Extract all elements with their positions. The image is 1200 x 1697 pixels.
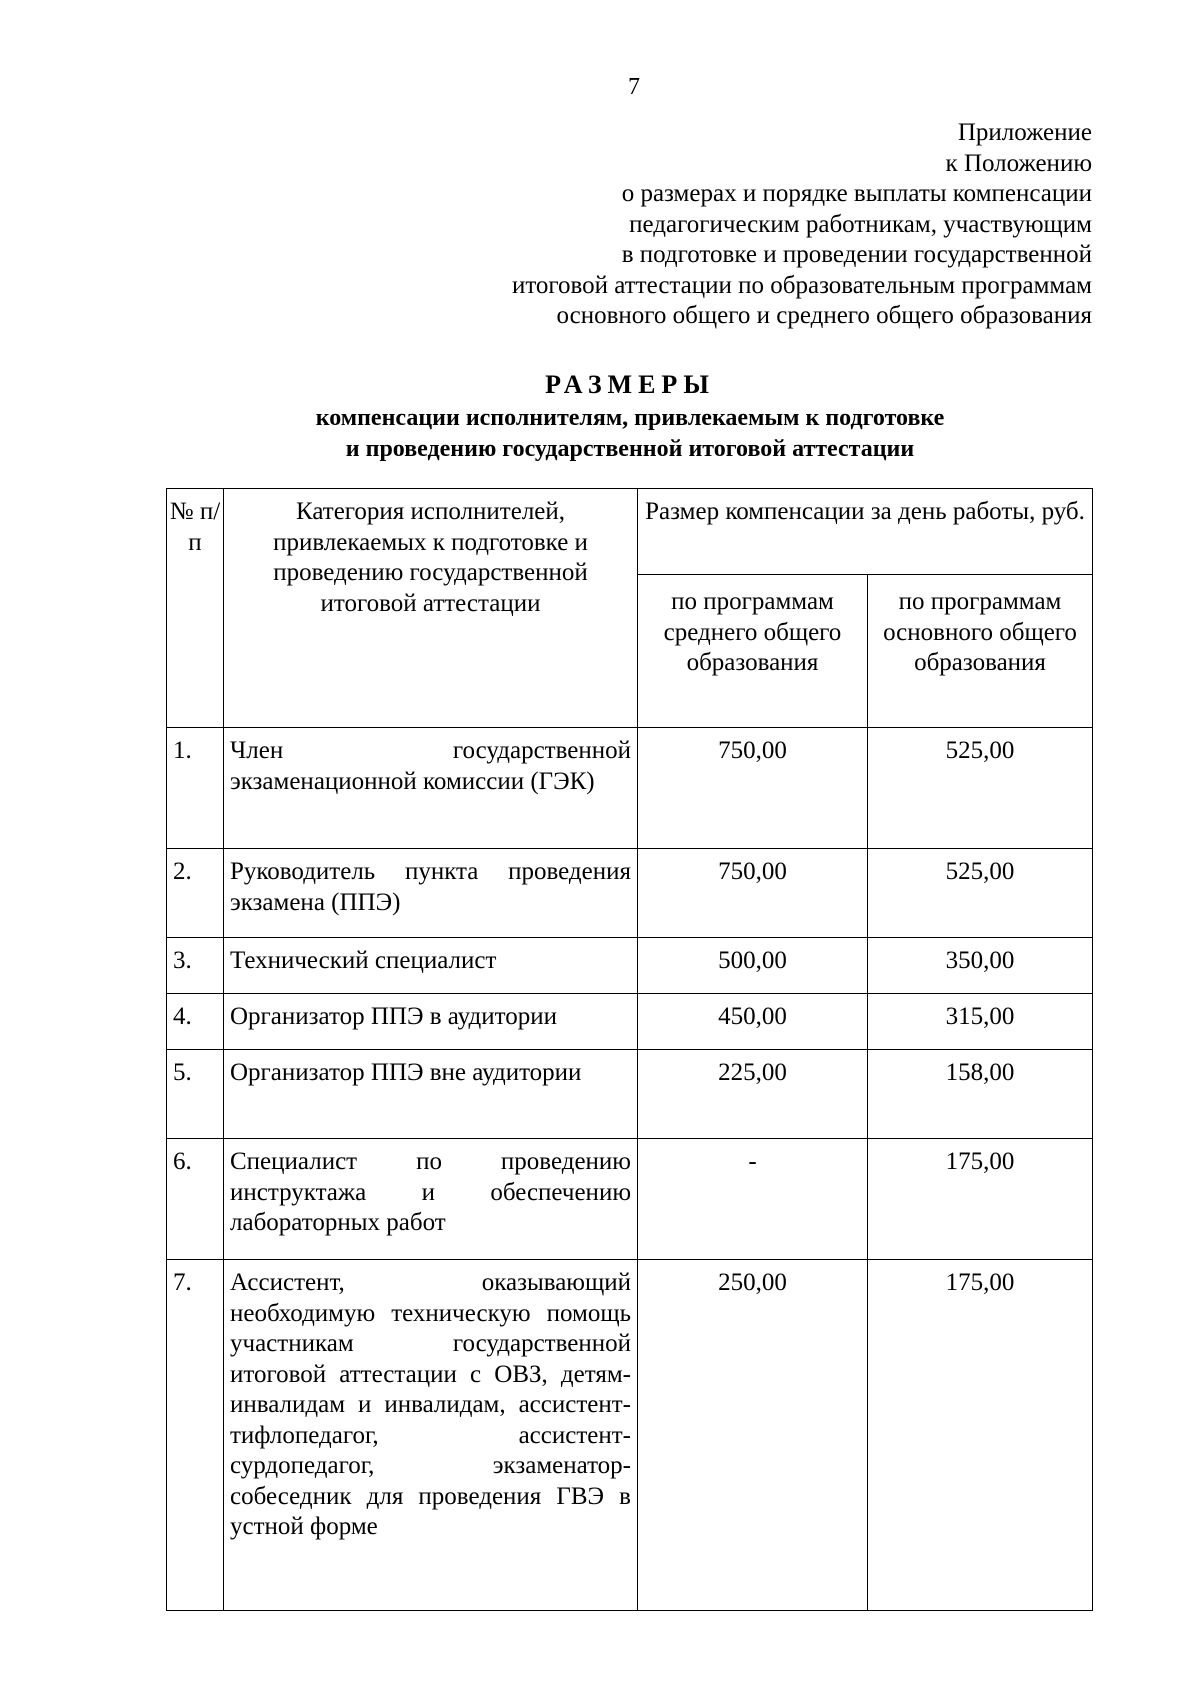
- compensation-table: [166, 488, 1093, 1611]
- row-secondary-value: 750,00: [638, 728, 868, 849]
- row-basic-value: 525,00: [868, 849, 1093, 938]
- appendix-header: [512, 118, 1092, 332]
- appendix-line: основного общего и среднего общего образования: [556, 302, 1092, 329]
- header-secondary-programs: по программам среднего общего образования: [638, 575, 868, 728]
- table-row: [167, 1050, 1093, 1139]
- title-subtitle-line: и проведению государственной итоговой аттестации: [345, 436, 915, 462]
- table-row: [167, 994, 1093, 1050]
- appendix-line: педагогическим работникам, участвующим: [629, 210, 1092, 238]
- title-main: РАЗМЕРЫ: [545, 370, 715, 399]
- row-basic-value: 350,00: [868, 938, 1093, 994]
- table-row: [167, 728, 1093, 849]
- row-basic-value: 158,00: [868, 1050, 1093, 1139]
- row-category: Руководитель пункта проведения экзамена (ППЭ): [224, 849, 638, 938]
- document-title: [190, 367, 1070, 465]
- row-basic-value: 175,00: [868, 1139, 1093, 1260]
- row-number: 6.: [167, 1139, 224, 1260]
- appendix-line: к Положению: [945, 149, 1092, 177]
- row-secondary-value: 225,00: [638, 1050, 868, 1139]
- row-category: Специалист по проведению инструктажа и обеспечению лабораторных работ: [224, 1139, 638, 1260]
- row-secondary-value: 450,00: [638, 994, 868, 1050]
- row-basic-value: 175,00: [868, 1260, 1093, 1611]
- header-compensation-size: Размер компенсации за день работы, руб.: [638, 489, 1093, 575]
- row-number: 2.: [167, 849, 224, 938]
- row-secondary-value: 500,00: [638, 938, 868, 994]
- appendix-line: о размерах и порядке выплаты компенсации: [621, 180, 1092, 207]
- table-row: [167, 938, 1093, 994]
- row-category: Ассистент, оказывающий необходимую техническую помощь участникам государственной итоговой аттестации с ОВЗ, детям-инвалидам и инвалидам, ассистент-тифлопедагог, ассистент-сурдопедагог, экзаменатор-собеседник для проведения ГВЭ в устной форме: [224, 1260, 638, 1611]
- row-basic-value: 525,00: [868, 728, 1093, 849]
- row-basic-value: 315,00: [868, 994, 1093, 1050]
- table-row: [167, 1139, 1093, 1260]
- appendix-line: в подготовке и проведении государственной: [621, 241, 1092, 268]
- row-number: 4.: [167, 994, 224, 1050]
- header-basic-programs: по программам основного общего образования: [868, 575, 1093, 728]
- row-category: Организатор ППЭ вне аудитории: [224, 1050, 638, 1139]
- row-secondary-value: 250,00: [638, 1260, 868, 1611]
- row-number: 5.: [167, 1050, 224, 1139]
- header-category: Категория исполнителей, привлекаемых к подготовке и проведению государственной итоговой аттестации: [224, 489, 638, 728]
- title-subtitle-line: компенсации исполнителям, привлекаемым к подготовке: [315, 405, 945, 431]
- appendix-line: итоговой аттестации по образовательным программам: [511, 271, 1092, 299]
- row-number: 7.: [167, 1260, 224, 1611]
- table-row: [167, 849, 1093, 938]
- appendix-line: Приложение: [957, 119, 1092, 146]
- page-number: 7: [628, 74, 640, 100]
- table-row: [167, 1260, 1093, 1611]
- row-number: 1.: [167, 728, 224, 849]
- header-number: № п/п: [167, 489, 224, 728]
- row-category: Технический специалист: [224, 938, 638, 994]
- row-category: Организатор ППЭ в аудитории: [224, 994, 638, 1050]
- row-secondary-value: -: [638, 1139, 868, 1260]
- row-number: 3.: [167, 938, 224, 994]
- row-category: Член государственной экзаменационной комиссии (ГЭК): [224, 728, 638, 849]
- row-secondary-value: 750,00: [638, 849, 868, 938]
